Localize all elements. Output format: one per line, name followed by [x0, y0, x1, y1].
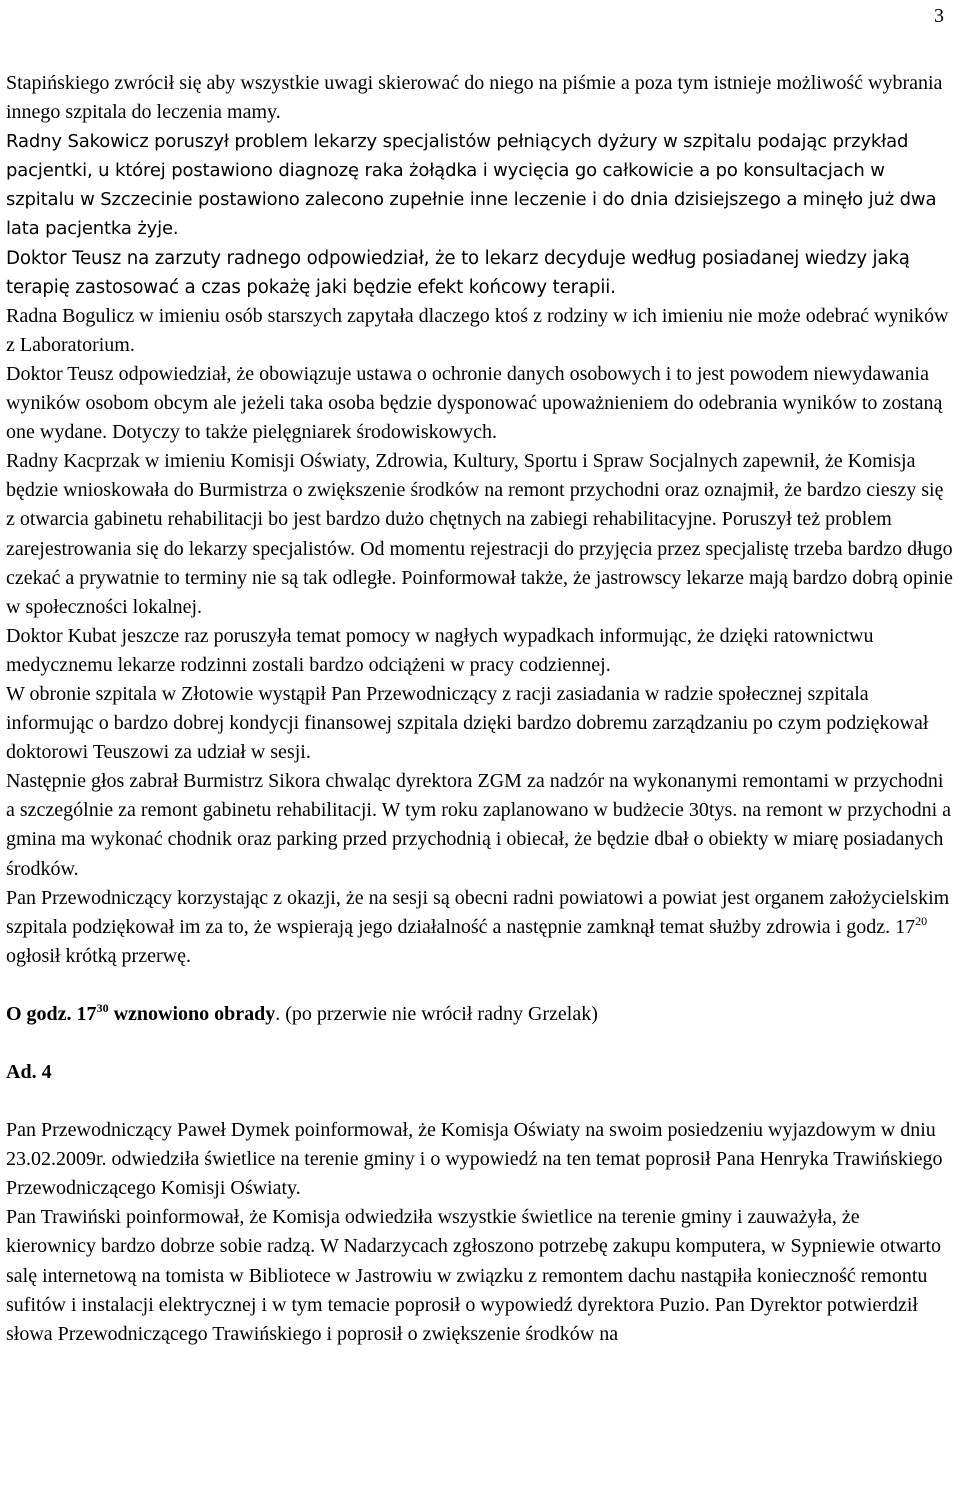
paragraph-teusz-reply-2: Doktor Teusz odpowiedział, że obowiązuje ustawa o ochronie danych osobowych i to jest powodem niewydawania wyników osobom obcym ale jeżeli taka osoba będzie dysponować upoważnieniem do odebrania wyników to zostaną one wydane. Dotyczy to także pielęgniarek środowiskowych. — [6, 362, 943, 444]
paragraph-sakowicz: Radny Sakowicz poruszył problem lekarzy specjalistów pełniących dyżury w szpitalu podając przykład pacjentki, u której postawiono diagnozę raka żołądka i wycięcia go całkowicie a po konsultacjach w szpitalu w Szczecinie postawiono zalecono zupełnie inne leczenie i do dnia dzisiejszego a minęło już dwa lata pacjentka żyje. — [6, 131, 937, 240]
break-text-tail: ogłosił krótką przerwę. — [6, 944, 191, 967]
page-number: 3 — [934, 5, 944, 27]
paragraph-resume — [6, 1000, 954, 1029]
resume-label-tail: wznowiono obrady — [108, 1002, 276, 1025]
paragraph-teusz-reply-1: Doktor Teusz na zarzuty radnego odpowiedział, że to lekarz decyduje według posiadanej wiedzy jaką terapię zastosować a czas pokażę jaki będzie efekt końcowy terapii. — [6, 247, 910, 298]
paragraph-dymek: Pan Przewodniczący Paweł Dymek poinformował, że Komisja Oświaty na swoim posiedzeniu wyjazdowym w dniu 23.02.2009r. odwiedziła świetlice na terenie gminy i o wypowiedź na ten temat poprosił Pana Henryka Trawińskiego Przewodniczącego Komisji Oświaty. — [6, 1119, 943, 1200]
paragraph-przewodniczacy-defense: W obronie szpitala w Złotowie wystąpił Pan Przewodniczący z racji zasiadania w radzie społecznej szpitala informując o bardzo dobrej kondycji finansowej szpitala dzięki bardzo dobremu zarządzaniu po czym podziękował doktorowi Teuszowi za udział w sesji. — [6, 682, 929, 764]
resume-time-minutes: 30 — [96, 1000, 109, 1015]
resume-note: . (po przerwie nie wrócił radny Grzelak) — [275, 1002, 598, 1025]
paragraph-stapinski: Stapińskiego zwrócił się aby wszystkie uwagi skierować do niego na piśmie a poza tym istnieje możliwość wybrania innego szpitala do leczenia mamy. — [6, 72, 943, 124]
paragraph-sikora: Następnie głos zabrał Burmistrz Sikora chwaląc dyrektora ZGM za nadzór na wykonanymi remontami w przychodni a szczególnie za remont gabinetu rehabilitacji. W tym roku zaplanowano w budżecie 30tys. na remont w przychodni a gmina ma wykonać chodnik oraz parking przed przychodnią i obiecał, że będzie dbał o obiekty w miarę posiadanych środków. — [6, 770, 952, 880]
paragraph-break-announcement — [6, 884, 954, 971]
paragraph-trawinski: Pan Trawiński poinformował, że Komisja odwiedziła wszystkie świetlice na terenie gminy i zauważyła, że kierownicy bardzo dobrze sobie radzą. W Nadarzycach zgłoszono potrzebę zakupu komputera, w Sypniewie otwarto salę internetową na tomista w Bibliotece w Jastrowiu w związku z remontem dachu nastąpiła konieczność remontu sufitów i instalacji elektrycznej i w tym temacie poprosił o wypowiedź dyrektora Puzio. Pan Dyrektor potwierdził słowa Przewodniczącego Trawińskiego i poprosił o zwiększenie środków na — [6, 1206, 942, 1345]
break-time-minutes: 20 — [915, 913, 928, 928]
paragraph-bogulicz: Radna Bogulicz w imieniu osób starszych zapytała dlaczego ktoś z rodziny w ich imieniu nie może odebrać wyników z Laboratorium. — [6, 304, 949, 356]
document-body — [6, 69, 954, 1349]
break-text: Pan Przewodniczący korzystając z okazji, że na sesji są obecni radni powiatowi a powiat jest organem założycielskim szpitala podziękował im za to, że wspierają jego działalność a następnie zamknął temat służby zdrowia i godz. 17 — [6, 886, 950, 938]
paragraph-kacprzak: Radny Kacprzak w imieniu Komisji Oświaty, Zdrowia, Kultury, Sportu i Spraw Socjalnych zapewnił, że Komisja będzie wnioskowała do Burmistrza o zwiększenie środków na remont przychodni oraz oznajmił, że bardzo cieszy się z otwarcia gabinetu rehabilitacji bo jest bardzo dużo chętnych na zabiegi rehabilitacyjne. Poruszył też problem zarejestrowania się do lekarzy specjalistów. Od momentu rejestracji do przyjęcia przez specjalistę trzeba bardzo długo czekać a prywatnie to terminy nie są tak odległe. Poinformował także, że jastrowscy lekarze mają bardzo dobrą opinie w społeczności lokalnej. — [6, 450, 953, 618]
heading-ad-4: Ad. 4 — [6, 1061, 52, 1083]
resume-label: O godz. 17 — [6, 1002, 97, 1025]
paragraph-kubat: Doktor Kubat jeszcze raz poruszyła temat pomocy w nagłych wypadkach informując, że dzięki ratownictwu medycznemu lekarze rodzinni zostali bardzo odciążeni w pracy codziennej. — [6, 624, 874, 676]
